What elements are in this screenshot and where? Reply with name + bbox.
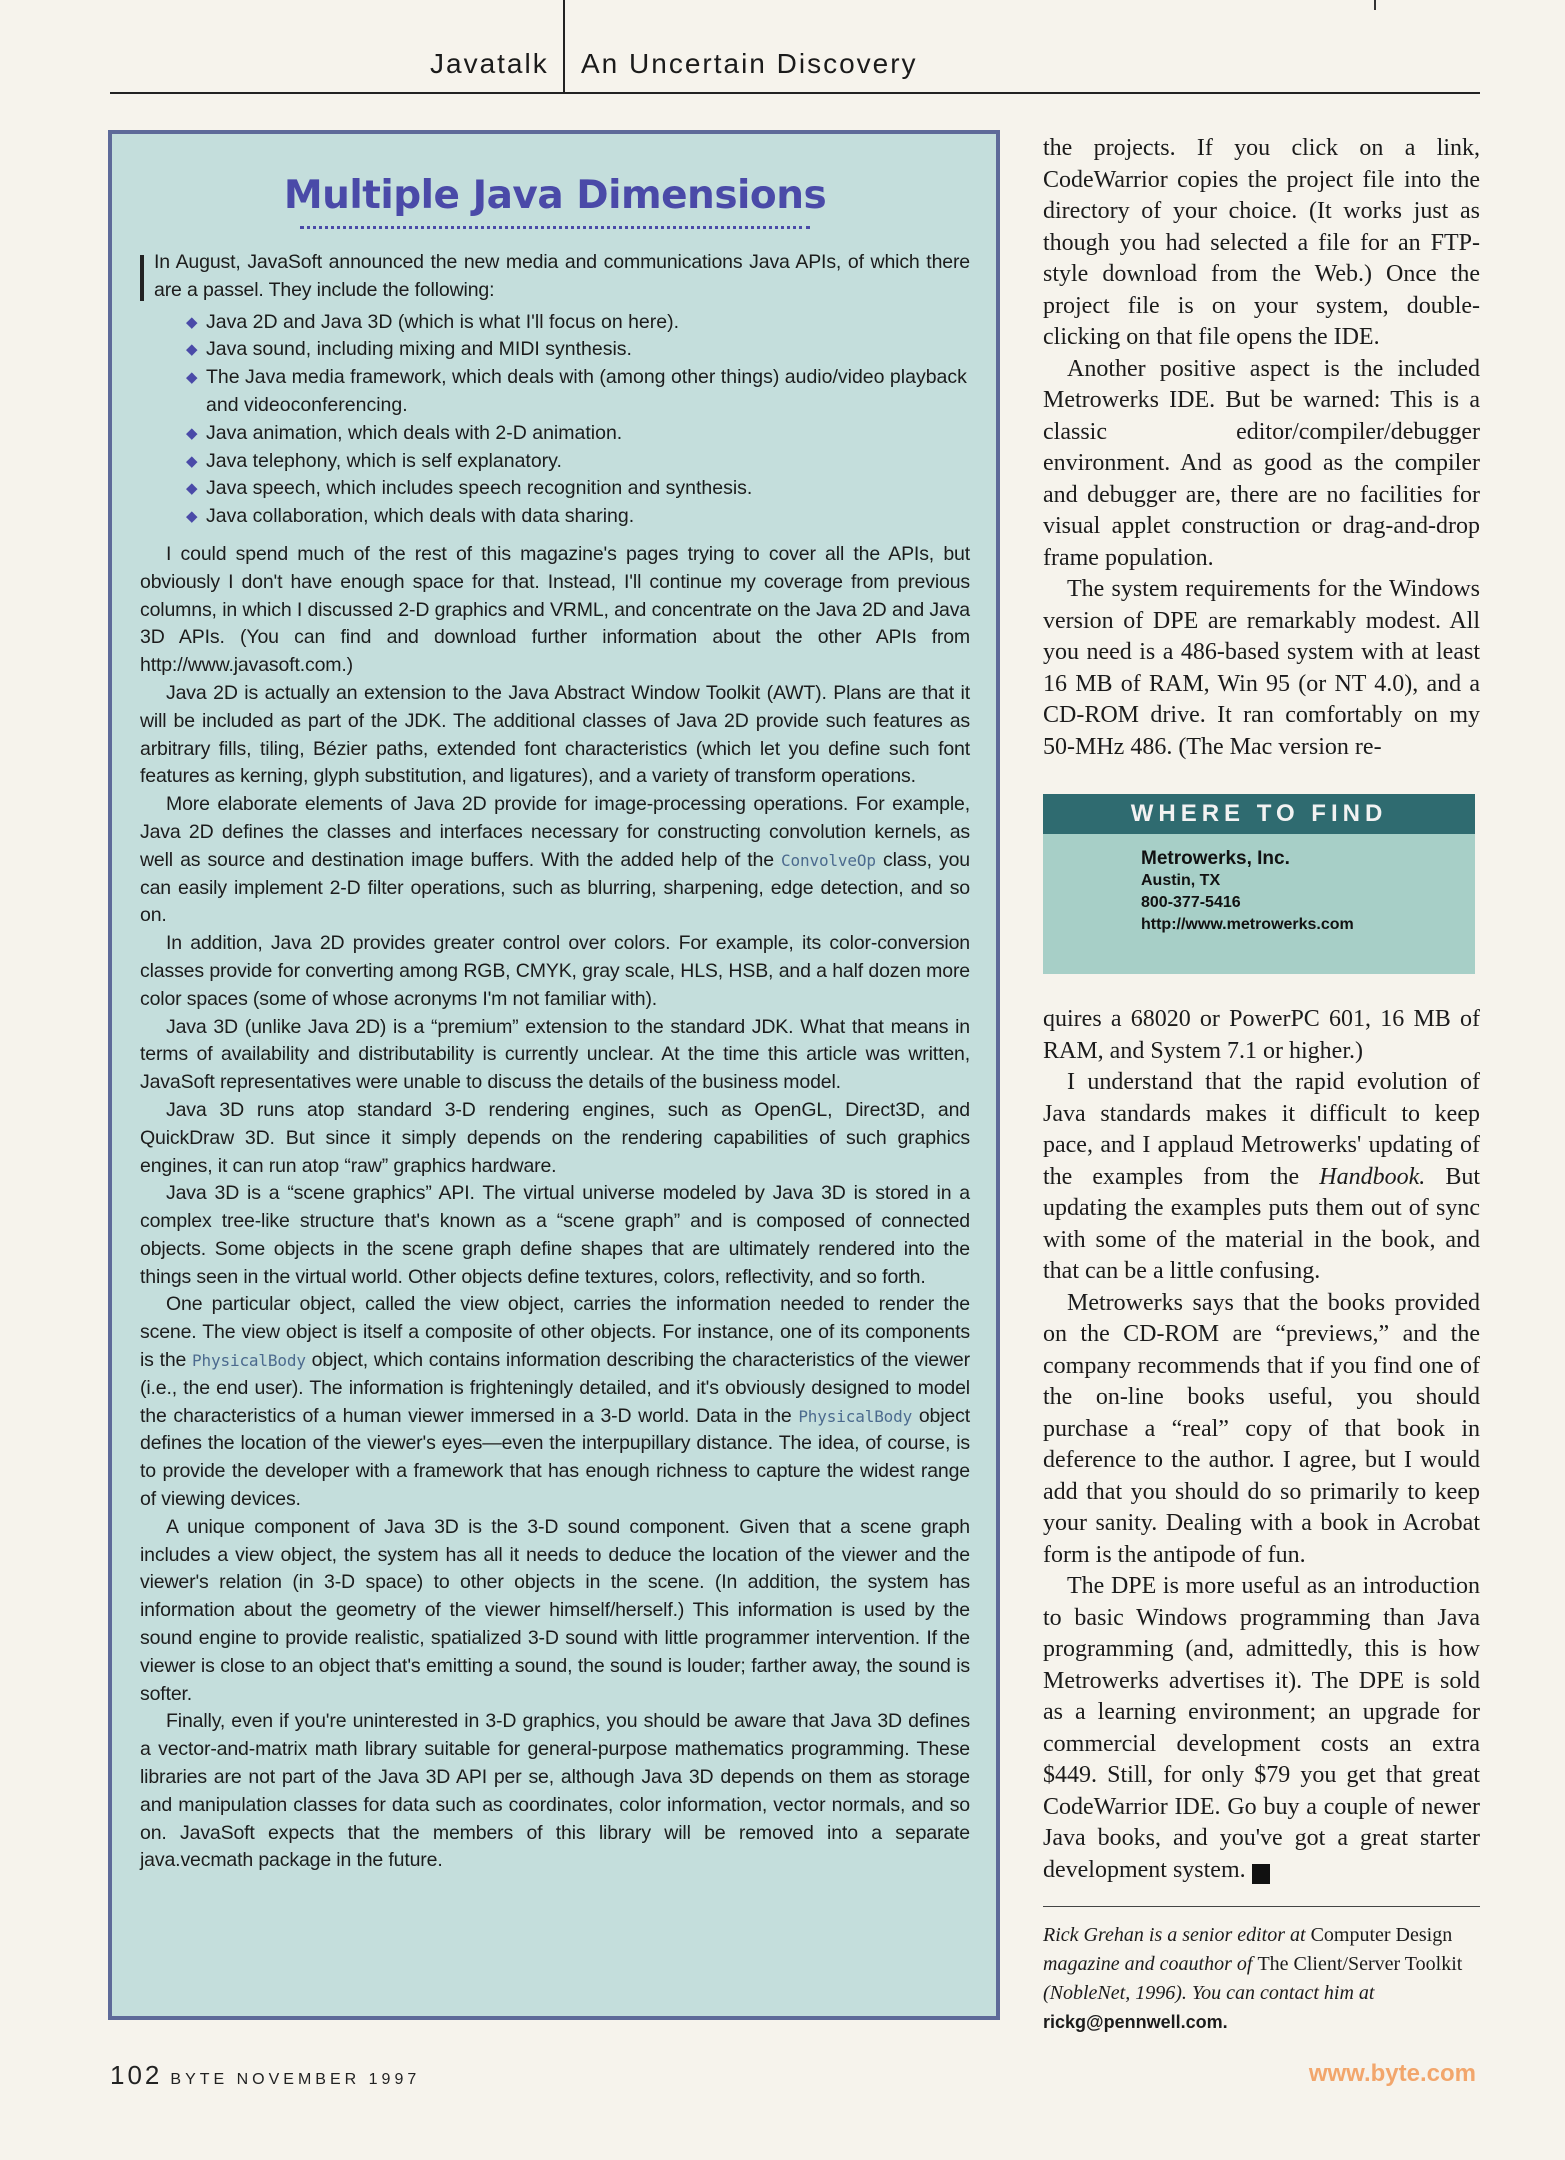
feature-item: ◆ Java telephony, which is self explanatory. [186,448,970,476]
feature-item: ◆ Java speech, which includes speech recognition and synthesis. [186,475,970,503]
magazine-issue: BYTE NOVEMBER 1997 [170,2071,421,2088]
diamond-bullet-icon: ◆ [186,341,198,359]
feature-item: ◆ Java collaboration, which deals with data sharing. [186,503,970,531]
author-email[interactable]: rickg@pennwell.com. [1043,2012,1228,2032]
article-paragraph: quires a 68020 or PowerPC 601, 16 MB of RAM, and System 7.1 or higher.) [1043,1006,1480,1064]
sidebar-paragraph: Finally, even if you're uninterested in 3-D graphics, you should be aware that Java 3D defines a vector-and-matrix math library suitable for general-purpose mathematics programming. These libraries are not part of the Java 3D API per se, although Java 3D depends on them as storage and manipulation classes for data such as coordinates, color information, vector normals, and so on. JavaSoft expects that the members of this library will be removed into a separate java.vecmath package in the future. [140,1710,970,1872]
article-paragraph: The system requirements for the Windows version of DPE are remarkably modest. All you need is a 486-based system with at least 16 MB of RAM, Win 95 (or NT 4.0), and a CD-ROM drive. It ran comfortably on my 50-MHz 486. (The Mac version re- [1043,576,1480,760]
diamond-bullet-icon: ◆ [186,424,198,442]
company-city: Austin, TX [1141,872,1221,889]
footer-folio [110,2062,420,2088]
company-name: Metrowerks, Inc. [1141,848,1290,869]
header-tick-mark [1374,0,1376,10]
author-bio: Rick Grehan is a senior editor at Computer Design magazine and coauthor of The Client/Server Toolkit (NobleNet, 1996). You can contact him at rickg@pennwell.com. [1043,1924,1463,2032]
feature-item: ◆ Java sound, including mixing and MIDI synthesis. [186,336,970,364]
where-to-find-heading: WHERE TO FIND [1043,794,1475,834]
sidebar-paragraph: Java 3D (unlike Java 2D) is a “premium” extension to the standard JDK. What that means in terms of availability and distributability is currently unclear. At the time this article was written, JavaSoft representatives were unable to discuss the details of the business model. [140,1015,970,1094]
sidebar-paragraph: I could spend much of the rest of this magazine's pages trying to cover all the APIs, but obviously I don't have enough space for that. Instead, I'll continue my coverage from previous columns, in which I discussed 2-D graphics and VRML, and concentrate on the Java 2D and Java 3D APIs. (You can find and download further information about the other APIs from http://www.javasoft.com.) [140,542,970,677]
diamond-bullet-icon: ◆ [186,508,198,526]
company-url[interactable]: http://www.metrowerks.com [1141,916,1354,933]
article-paragraph: Another positive aspect is the included Metrowerks IDE. But be warned: This is a classic editor/compiler/debugger environment. And as good as the compiler and debugger are, there are no facilities for visual applet construction or drag-and-drop frame population. [1043,355,1480,571]
sidebar-paragraph: A unique component of Java 3D is the 3-D sound component. Given that a scene graph includes a view object, the system has all it needs to deduce the location of the viewer and the viewer's relation (in 3-D space) to other objects in the scene. (In addition, the system has information about the geometry of the viewer himself/herself.) This information is used by the sound engine to provide realistic, spatialized 3-D sound with little programmer intervention. If the viewer is close to an object that's emitting a sound, the sound is louder; farther away, the sound is softer. [140,1515,970,1705]
sidebar-paragraph: Java 3D runs atop standard 3-D rendering engines, such as OpenGL, Direct3D, and QuickDraw 3D. But since it simply depends on the rendering capabilities of such graphics engines, it can run atop “raw” graphics hardware. [140,1098,970,1177]
article-paragraph: the projects. If you click on a link, CodeWarrior copies the project file into the directory of your choice. (It works just as though you had selected a file for an FTP-style download from the Web.) Once the project file is on your system, double-clicking on that file opens the IDE. [1043,135,1480,350]
diamond-bullet-icon: ◆ [186,313,198,331]
feature-item: ◆ The Java media framework, which deals with (among other things) audio/video playback and videoconferencing. [186,366,967,416]
company-phone: 800-377-5416 [1141,894,1241,911]
end-of-article-icon: B [1252,1864,1270,1884]
diamond-bullet-icon: ◆ [186,480,198,498]
sidebar-title-rule [300,226,810,229]
where-to-find-box [1043,794,1475,974]
sidebar-intro: In August, JavaSoft announced the new media and communications Java APIs, of which there are a passel. They include the following: [140,249,970,305]
footer-url[interactable]: www.byte.com [1308,2060,1476,2087]
feature-list [140,309,970,531]
article-column [1043,133,1480,2037]
diamond-bullet-icon: ◆ [186,452,198,470]
diamond-bullet-icon: ◆ [186,369,198,387]
code-term: PhysicalBody [798,1406,913,1426]
code-term: ConvolveOp [781,850,876,870]
article-paragraph: The DPE is more useful as an introduction to basic Windows programming than Java programming (and, admittedly, this is how Metrowerks advertises it). The DPE is sold as a learning environment; an upgrade for commercial development costs an extra $449. Still, for only $79 you get that great CodeWarrior IDE. Go buy a couple of newer Java books, and you've got a great starter development system. B [1043,1573,1480,1883]
code-term: PhysicalBody [192,1351,306,1371]
sidebar-paragraph: Java 2D is actually an extension to the Java Abstract Window Toolkit (AWT). Plans are that it will be included as part of the JDK. The additional classes of Java 2D provide such features as arbitrary fills, tiling, Bézier paths, extended font characteristics (which let you define such font features as kerning, glyph substitution, and ligatures), and a variety of transform operations. [140,681,970,788]
sidebar-title: Multiple Java Dimensions [283,173,827,218]
sidebar-paragraph: More elaborate elements of Java 2D provide for image-processing operations. For example, Java 2D defines the classes and interfaces necessary for constructing convolution kernels, as well as source and destination image buffers. With the added help of the ConvolveOp class, you can easily implement 2-D filter operations, such as blurring, sharpening, edge detection, and so on. [140,793,970,927]
header-section: Javatalk [430,48,549,79]
header-rule [110,92,1480,94]
page-number: 102 [110,2060,163,2090]
sidebar-paragraph: Java 3D is a “scene graphics” API. The virtual universe modeled by Java 3D is stored in a complex tree-like structure that's known as a “scene graph” and is composed of connected objects. Some objects in the scene graph define shapes that are ultimately rendered into the things seen in the virtual world. Other objects define textures, colors, reflectivity, and so forth. [140,1182,970,1288]
sidebar-paragraph: One particular object, called the view object, carries the information needed to render the scene. The view object is itself a composite of other objects. For instance, one of its components is the PhysicalBody object, which contains information describing the characteristics of the viewer (i.e., the end user). The information is frighteningly detailed, and it's obviously designed to model the characteristics of a human viewer immersed in a 3-D world. Data in the PhysicalBody object defines the location of the viewer's eyes—even the interpupillary distance. The idea, of course, is to provide the developer with a framework that has enough richness to capture the widest range of viewing devices. [140,1293,970,1511]
feature-item: ◆ Java animation, which deals with 2-D animation. [186,420,970,448]
bio-rule [1043,1906,1480,1907]
article-paragraph: I understand that the rapid evolution of Java standards makes it difficult to keep pace, and I applaud Metrowerks' updating of the examples from the Handbook. But updating the examples puts them out of sync with some of the material in the book, and that can be a little confusing. [1043,1069,1480,1284]
sidebar-box [108,130,1000,2020]
sidebar-paragraph: In addition, Java 2D provides greater control over colors. For example, its color-conversion classes provide for converting among RGB, CMYK, gray scale, HLS, HSB, and a half dozen more color spaces (some of whose acronyms I'm not familiar with). [140,932,970,1010]
where-to-find-body [1043,834,1475,936]
header-title: An Uncertain Discovery [581,48,918,79]
feature-item: ◆ Java 2D and Java 3D (which is what I'll focus on here). [186,309,970,337]
article-paragraph: Metrowerks says that the books provided on the CD-ROM are “previews,” and the company recommends that if you find one of the on-line books useful, you should purchase a “real” copy of that book in deference to the author. I agree, but I would add that you should do so primarily to keep your sanity. Dealing with a book in Acrobat form is the antipode of fun. [1043,1289,1480,1568]
header-divider [563,0,565,92]
